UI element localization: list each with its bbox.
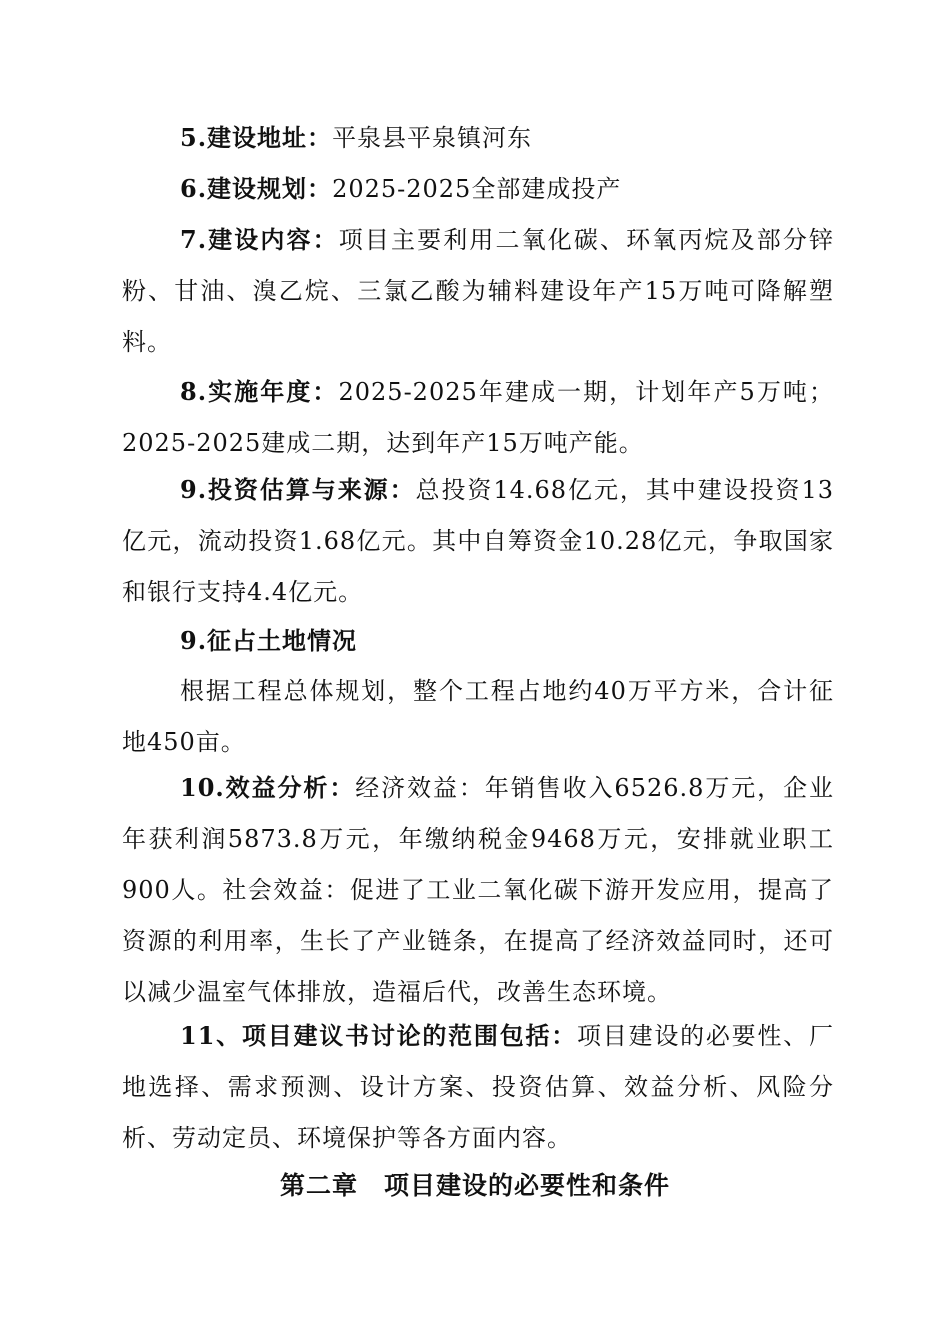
paragraph-construction-content: [122, 214, 834, 368]
chapter-title: 第二章 项目建设的必要性和条件: [279, 1171, 670, 1200]
item-text: 平泉县平泉镇河东: [332, 124, 533, 152]
paragraph-scope: [122, 1010, 834, 1164]
paragraph-investment: [122, 464, 834, 618]
paragraph-land-detail: [122, 665, 834, 768]
item-text: 2025-2025全部建成投产: [332, 175, 622, 203]
item-label: 7.建设内容：: [180, 225, 339, 254]
item-label: 9.征占土地情况: [180, 626, 358, 655]
item-text: 经济效益：年销售收入6526.8万元，企业年获利润5873.8万元，年缴纳税金9468万元，安排就业职工900人。社会效益：促进了工业二氧化碳下游开发应用，提高了资源的利用率，生长了产业链条，在提高了经济效益同时，还可以减少温室气体排放，造福后代，改善生态环境。: [122, 774, 834, 1006]
item-text: 项目主要利用二氧化碳、环氧丙烷及部分锌粉、甘油、溴乙烷、三氯乙酸为辅料建设年产15万吨可降解塑料。: [122, 226, 834, 356]
item-text: 2025-2025年建成一期，计划年产5万吨；2025-2025建成二期，达到年产15万吨产能。: [122, 378, 834, 457]
paragraph-implementation-year: [122, 366, 834, 469]
item-label: 5.建设地址：: [180, 123, 333, 152]
paragraph-construction-plan: [122, 163, 834, 215]
paragraph-benefit-analysis: [122, 762, 834, 1018]
item-label: 11、项目建议书讨论的范围包括：: [180, 1021, 578, 1050]
item-text: 总投资14.68亿元，其中建设投资13亿元，流动投资1.68亿元。其中自筹资金10.28亿元，争取国家和银行支持4.4亿元。: [122, 476, 835, 606]
item-label: 9.投资估算与来源：: [180, 475, 416, 504]
item-text: 根据工程总体规划，整个工程占地约40万平方米，合计征地450亩。: [122, 677, 834, 756]
paragraph-site-address: [122, 112, 834, 164]
item-label: 10.效益分析：: [180, 773, 356, 802]
item-text: 项目建设的必要性、厂地选择、需求预测、设计方案、投资估算、效益分析、风险分析、劳动定员、环境保护等各方面内容。: [122, 1022, 835, 1152]
item-label: 8.实施年度：: [180, 377, 339, 406]
paragraph-land-heading: [122, 615, 834, 667]
item-label: 6.建设规划：: [180, 174, 333, 203]
